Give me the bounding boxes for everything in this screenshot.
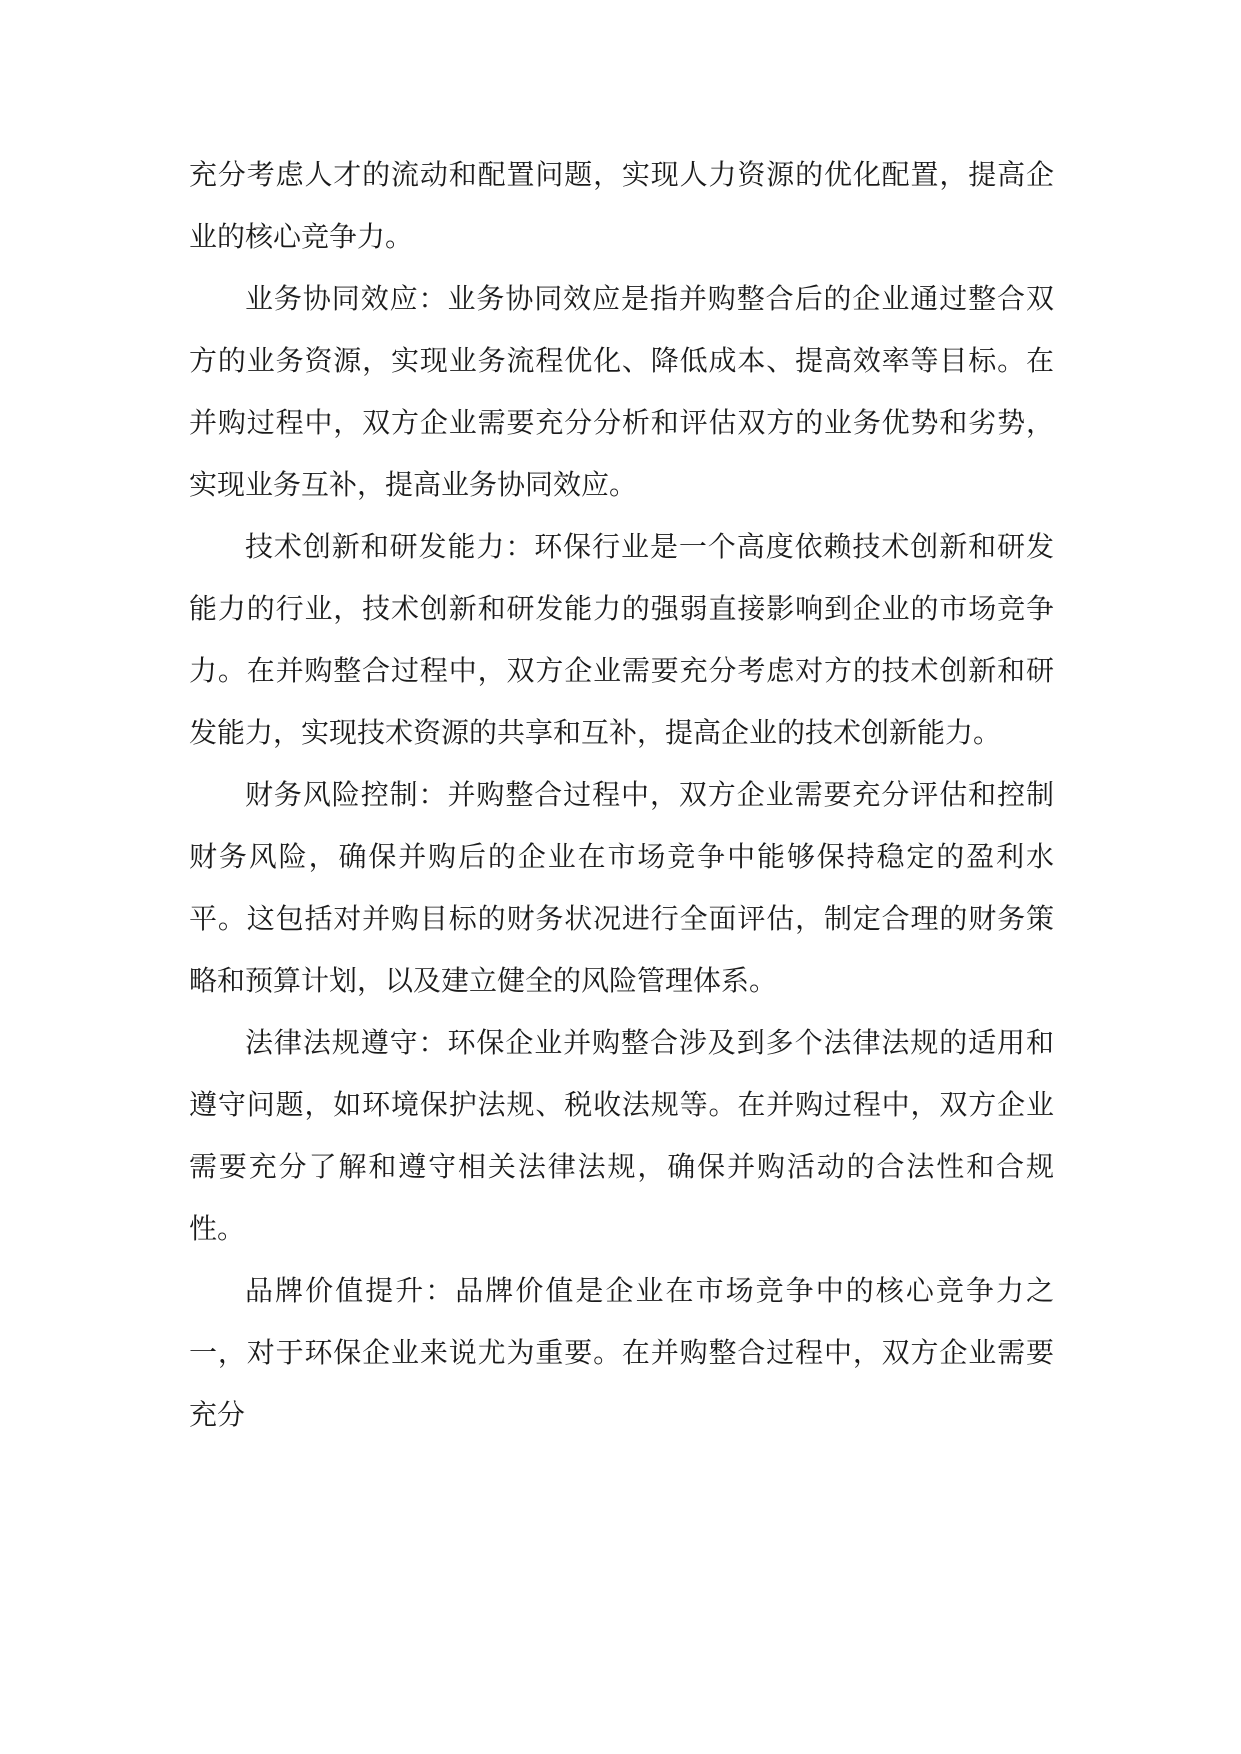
paragraph-talent-allocation: 充分考虑人才的流动和配置问题，实现人力资源的优化配置，提高企业的核心竞争力。	[189, 158, 1054, 253]
paragraph-legal-compliance: 法律法规遵守：环保企业并购整合涉及到多个法律法规的适用和遵守问题，如环境保护法规、税收法规等。在并购过程中，双方企业需要充分了解和遵守相关法律法规，确保并购活动的合法性和合规性。	[189, 1026, 1054, 1245]
paragraph-brand-value: 品牌价值提升：品牌价值是企业在市场竞争中的核心竞争力之一，对于环保企业来说尤为重要。在并购整合过程中，双方企业需要充分	[189, 1274, 1054, 1431]
paragraph-technology-innovation: 技术创新和研发能力：环保行业是一个高度依赖技术创新和研发能力的行业，技术创新和研发能力的强弱直接影响到企业的市场竞争力。在并购整合过程中，双方企业需要充分考虑对方的技术创新和研发能力，实现技术资源的共享和互补，提高企业的技术创新能力。	[189, 530, 1054, 749]
paragraph-financial-risk: 财务风险控制：并购整合过程中，双方企业需要充分评估和控制财务风险，确保并购后的企业在市场竞争中能够保持稳定的盈利水平。这包括对并购目标的财务状况进行全面评估，制定合理的财务策略和预算计划，以及建立健全的风险管理体系。	[189, 778, 1054, 997]
paragraph-business-synergy: 业务协同效应：业务协同效应是指并购整合后的企业通过整合双方的业务资源，实现业务流程优化、降低成本、提高效率等目标。在并购过程中，双方企业需要充分分析和评估双方的业务优势和劣势，实现业务互补，提高业务协同效应。	[189, 282, 1054, 501]
document-body	[189, 144, 1054, 1446]
